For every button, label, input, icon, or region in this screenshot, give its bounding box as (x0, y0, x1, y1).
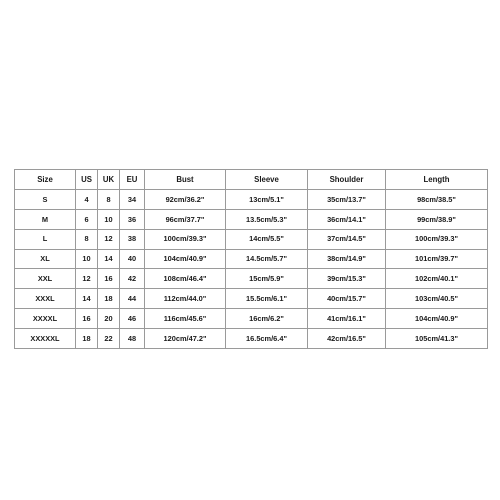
cell-sleeve: 13cm/5.1" (226, 189, 308, 209)
cell-shoulder: 38cm/14.9" (308, 249, 386, 269)
cell-shoulder: 35cm/13.7" (308, 189, 386, 209)
header-sleeve: Sleeve (226, 170, 308, 190)
cell-shoulder: 41cm/16.1" (308, 309, 386, 329)
cell-shoulder: 37cm/14.5" (308, 229, 386, 249)
header-row (15, 170, 488, 190)
cell-bust: 92cm/36.2" (145, 189, 226, 209)
cell-eu: 36 (120, 209, 145, 229)
cell-uk: 20 (98, 309, 120, 329)
cell-size: XXXL (15, 289, 76, 309)
cell-length: 104cm/40.9" (386, 309, 488, 329)
cell-size: XXXXL (15, 309, 76, 329)
cell-eu: 42 (120, 269, 145, 289)
cell-bust: 116cm/45.6" (145, 309, 226, 329)
cell-length: 105cm/41.3" (386, 329, 488, 349)
cell-bust: 100cm/39.3" (145, 229, 226, 249)
cell-eu: 48 (120, 329, 145, 349)
header-uk: UK (98, 170, 120, 190)
cell-us: 12 (76, 269, 98, 289)
cell-shoulder: 42cm/16.5" (308, 329, 386, 349)
cell-us: 6 (76, 209, 98, 229)
cell-length: 102cm/40.1" (386, 269, 488, 289)
cell-shoulder: 39cm/15.3" (308, 269, 386, 289)
cell-sleeve: 16.5cm/6.4" (226, 329, 308, 349)
cell-bust: 120cm/47.2" (145, 329, 226, 349)
cell-length: 103cm/40.5" (386, 289, 488, 309)
cell-sleeve: 15cm/5.9" (226, 269, 308, 289)
table-row (15, 189, 488, 209)
cell-size: M (15, 209, 76, 229)
size-chart-table (14, 169, 488, 349)
cell-eu: 44 (120, 289, 145, 309)
cell-uk: 14 (98, 249, 120, 269)
cell-bust: 104cm/40.9" (145, 249, 226, 269)
cell-length: 100cm/39.3" (386, 229, 488, 249)
size-chart-header (15, 170, 488, 190)
cell-size: XXL (15, 269, 76, 289)
cell-length: 99cm/38.9" (386, 209, 488, 229)
table-row (15, 209, 488, 229)
cell-eu: 38 (120, 229, 145, 249)
cell-eu: 34 (120, 189, 145, 209)
table-row (15, 229, 488, 249)
table-row (15, 289, 488, 309)
cell-uk: 8 (98, 189, 120, 209)
cell-sleeve: 15.5cm/6.1" (226, 289, 308, 309)
header-length: Length (386, 170, 488, 190)
cell-eu: 40 (120, 249, 145, 269)
cell-eu: 46 (120, 309, 145, 329)
cell-sleeve: 16cm/6.2" (226, 309, 308, 329)
cell-us: 14 (76, 289, 98, 309)
header-us: US (76, 170, 98, 190)
cell-uk: 16 (98, 269, 120, 289)
cell-us: 10 (76, 249, 98, 269)
cell-sleeve: 14cm/5.5" (226, 229, 308, 249)
cell-size: XL (15, 249, 76, 269)
table-row (15, 309, 488, 329)
cell-size: L (15, 229, 76, 249)
header-size: Size (15, 170, 76, 190)
cell-bust: 108cm/46.4" (145, 269, 226, 289)
cell-us: 8 (76, 229, 98, 249)
cell-uk: 10 (98, 209, 120, 229)
header-shoulder: Shoulder (308, 170, 386, 190)
cell-uk: 18 (98, 289, 120, 309)
cell-uk: 12 (98, 229, 120, 249)
header-eu: EU (120, 170, 145, 190)
cell-us: 18 (76, 329, 98, 349)
cell-length: 101cm/39.7" (386, 249, 488, 269)
size-chart-body (15, 189, 488, 348)
cell-shoulder: 40cm/15.7" (308, 289, 386, 309)
cell-us: 16 (76, 309, 98, 329)
cell-shoulder: 36cm/14.1" (308, 209, 386, 229)
cell-uk: 22 (98, 329, 120, 349)
cell-length: 98cm/38.5" (386, 189, 488, 209)
cell-bust: 96cm/37.7" (145, 209, 226, 229)
cell-size: XXXXXL (15, 329, 76, 349)
cell-bust: 112cm/44.0" (145, 289, 226, 309)
cell-sleeve: 14.5cm/5.7" (226, 249, 308, 269)
table-row (15, 329, 488, 349)
cell-us: 4 (76, 189, 98, 209)
table-row (15, 249, 488, 269)
cell-sleeve: 13.5cm/5.3" (226, 209, 308, 229)
header-bust: Bust (145, 170, 226, 190)
table-row (15, 269, 488, 289)
cell-size: S (15, 189, 76, 209)
